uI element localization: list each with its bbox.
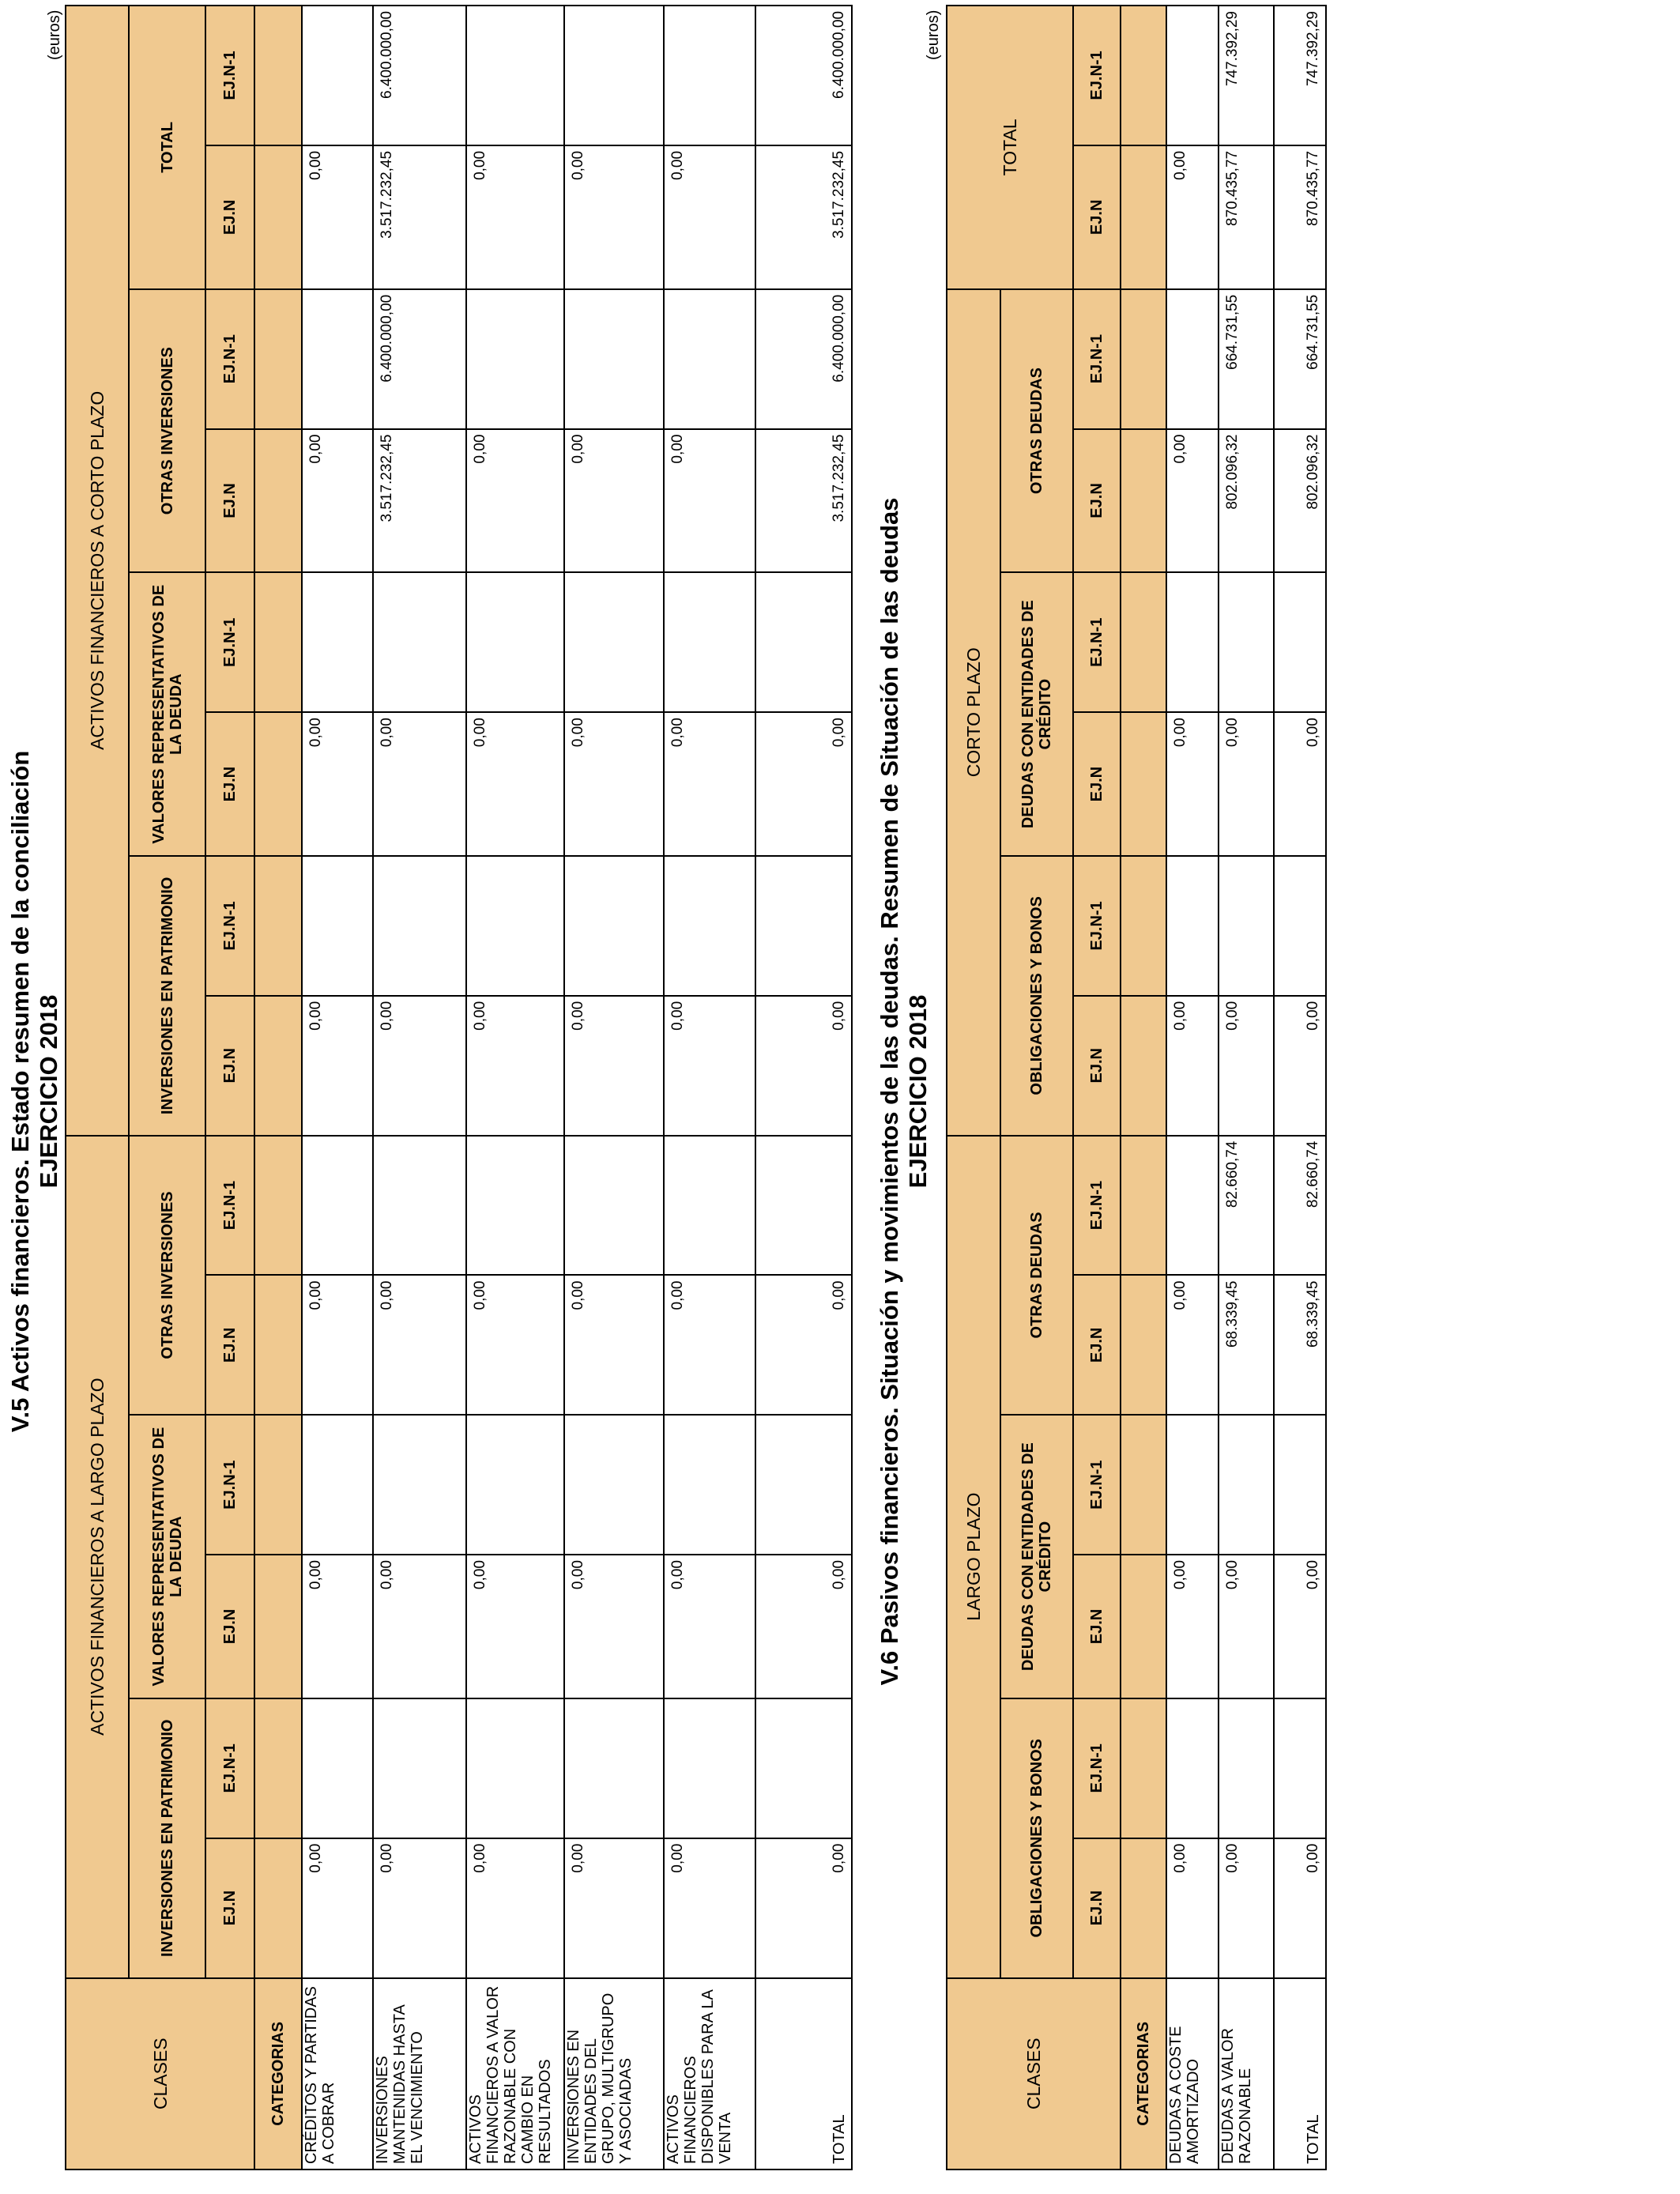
v5-value-cell: 0,00: [564, 996, 664, 1136]
v5-table-row: [466, 6, 564, 2169]
v5-table-row: [564, 6, 664, 2169]
v6-value-cell: [1166, 572, 1219, 712]
v6-value-cell: [1166, 1415, 1219, 1555]
v6-value-cell: 0,00: [1219, 1555, 1274, 1698]
v5-value-cell: [664, 1415, 755, 1555]
v5-value-cell: [564, 572, 664, 712]
v5-value-cell: [564, 856, 664, 996]
v6-title-text: V.6 Pasivos financieros. Situación y movimientos de las deudas. Resumen de Situación de las deudas: [876, 497, 903, 1686]
v6-group-corto-plazo: CORTO PLAZO: [947, 289, 1000, 1136]
v5-table-row: [664, 6, 755, 2169]
v6-value-cell: 0,00: [1166, 996, 1219, 1136]
v6-header-fill: [1121, 572, 1166, 712]
v5-value-cell: 6.400.000,00: [755, 289, 852, 429]
v6-value-cell: 0,00: [1166, 1555, 1219, 1698]
v5-value-cell: 0,00: [564, 1838, 664, 1978]
v6-ejn: EJ.N: [1073, 1276, 1121, 1416]
v5-value-cell: [466, 572, 564, 712]
v6-value-cell: 870.435,77: [1219, 145, 1274, 289]
v6-value-cell: 82.660,74: [1274, 1136, 1326, 1276]
v5-value-cell: 0,00: [466, 712, 564, 856]
v5-value-cell: [664, 572, 755, 712]
v5-ejn: EJ.N: [205, 1276, 254, 1416]
v5-value-cell: [564, 1698, 664, 1838]
v6-header-fill: [1121, 712, 1166, 856]
v5-ejn: EJ.N: [205, 1555, 254, 1698]
v5-ejn1: EJ.N-1: [205, 1136, 254, 1276]
v5-value-cell: [373, 1698, 466, 1838]
v5-header-fill: [254, 856, 302, 996]
v5-value-cell: 0,00: [466, 1555, 564, 1698]
v5-value-cell: [302, 1698, 373, 1838]
v5-category-cell: INVERSIONES EN ENTIDADES DEL GRUPO, MULTIGRUPO Y ASOCIADAS: [564, 1978, 664, 2169]
v6-table-row: [1166, 6, 1219, 2169]
v6-table: [946, 5, 1327, 2170]
v5-table-row: [755, 6, 852, 2169]
v5-units: (euros): [46, 9, 63, 60]
v6-value-cell: 0,00: [1274, 996, 1326, 1136]
v6-header-fill: [1121, 1838, 1166, 1978]
v5-value-cell: 0,00: [564, 1555, 664, 1698]
v6-value-cell: [1166, 1136, 1219, 1276]
v5-table-row: [302, 6, 373, 2169]
v6-total-label: TOTAL: [1274, 1978, 1326, 2169]
v5-header-fill: [254, 429, 302, 573]
v6-value-cell: 870.435,77: [1274, 145, 1326, 289]
v6-ejn: EJ.N: [1073, 429, 1121, 573]
v5-value-cell: [373, 856, 466, 996]
v5-header-fill: [254, 712, 302, 856]
v5-value-cell: 0,00: [664, 1555, 755, 1698]
v5-value-cell: 0,00: [755, 1555, 852, 1698]
v5-value-cell: 0,00: [664, 712, 755, 856]
v6-header-fill: [1121, 289, 1166, 429]
v6-value-cell: 802.096,32: [1274, 429, 1326, 573]
v6-clases-header: CLASES: [947, 1978, 1121, 2169]
v5-value-cell: [373, 572, 466, 712]
v5-value-cell: 0,00: [373, 1276, 466, 1416]
v6-ejn1: EJ.N-1: [1073, 1415, 1121, 1555]
v6-value-cell: 0,00: [1166, 145, 1219, 289]
v6-value-cell: 0,00: [1166, 429, 1219, 573]
v5-value-cell: [664, 856, 755, 996]
v5-value-cell: 0,00: [302, 1555, 373, 1698]
v5-header-fill: [254, 1136, 302, 1276]
v6-header-fill: [1121, 856, 1166, 996]
v5-lp-patrimonio-header: INVERSIONES EN PATRIMONIO: [129, 1698, 205, 1978]
v6-title: [876, 13, 932, 2170]
v6-value-cell: 0,00: [1219, 996, 1274, 1136]
v6-value-cell: [1274, 572, 1326, 712]
v5-ejn1: EJ.N-1: [205, 856, 254, 996]
v5-clases-header: CLASES: [66, 1978, 254, 2169]
v5-value-cell: 0,00: [302, 712, 373, 856]
v6-header-fill: [1121, 996, 1166, 1136]
v5-value-cell: 0,00: [466, 1838, 564, 1978]
v5-group-corto-plazo: ACTIVOS FINANCIEROS A CORTO PLAZO: [66, 6, 129, 1136]
v5-value-cell: [373, 1136, 466, 1276]
v6-subheader-deudas-credito: DEUDAS CON ENTIDADES DE CRÉDITO: [1000, 1415, 1073, 1698]
v5-value-cell: [664, 1698, 755, 1838]
v6-total-header: TOTAL: [947, 6, 1073, 289]
v5-value-cell: 0,00: [755, 1276, 852, 1416]
v5-header-fill: [254, 1698, 302, 1838]
v5-value-cell: [302, 572, 373, 712]
v5-value-cell: [466, 856, 564, 996]
v5-value-cell: 0,00: [466, 429, 564, 573]
v5-value-cell: 0,00: [302, 145, 373, 289]
v5-value-cell: [373, 1415, 466, 1555]
v5-table-row: [373, 6, 466, 2169]
v6-units: (euros): [925, 9, 942, 60]
v6-ejn1: EJ.N-1: [1073, 572, 1121, 712]
v6-value-cell: [1166, 1698, 1219, 1838]
v6-value-cell: 664.731,55: [1219, 289, 1274, 429]
v6-value-cell: 0,00: [1274, 1555, 1326, 1698]
v5-value-cell: [466, 1415, 564, 1555]
v5-value-cell: [302, 289, 373, 429]
v5-value-cell: 0,00: [302, 429, 373, 573]
v5-value-cell: 0,00: [564, 1276, 664, 1416]
v6-header-fill: [1121, 1136, 1166, 1276]
v5-total-header: TOTAL: [129, 6, 205, 289]
v6-subheader-otras: OTRAS DEUDAS: [1000, 1136, 1073, 1416]
v5-value-cell: [664, 1136, 755, 1276]
v5-value-cell: 3.517.232,45: [755, 429, 852, 573]
v6-header-fill: [1121, 1698, 1166, 1838]
v6-value-cell: [1219, 572, 1274, 712]
v6-header-fill: [1121, 1276, 1166, 1416]
v5-value-cell: [755, 1415, 852, 1555]
v6-value-cell: 0,00: [1166, 1838, 1219, 1978]
v5-categorias-header: CATEGORIAS: [254, 1978, 302, 2169]
v5-value-cell: 0,00: [564, 429, 664, 573]
v5-ejn1: EJ.N-1: [205, 1415, 254, 1555]
v6-table-row: [1274, 6, 1326, 2169]
v6-category-cell: DEUDAS A COSTE AMORTIZADO: [1166, 1978, 1219, 2169]
v5-ejn: EJ.N: [205, 145, 254, 289]
v5-value-cell: [664, 289, 755, 429]
v5-ejn1: EJ.N-1: [205, 1698, 254, 1838]
v5-value-cell: [755, 572, 852, 712]
v5-value-cell: 3.517.232,45: [373, 429, 466, 573]
v6-value-cell: 0,00: [1166, 712, 1219, 856]
v6-value-cell: [1166, 856, 1219, 996]
v6-ejn: EJ.N: [1073, 1838, 1121, 1978]
v6-ejn1: EJ.N-1: [1073, 6, 1121, 145]
v5-value-cell: 0,00: [373, 996, 466, 1136]
v5-value-cell: 0,00: [664, 1838, 755, 1978]
v5-value-cell: 6.400.000,00: [373, 6, 466, 145]
v5-header-fill: [254, 145, 302, 289]
v6-value-cell: [1274, 1698, 1326, 1838]
v6-ejn1: EJ.N-1: [1073, 1698, 1121, 1838]
v5-value-cell: [466, 289, 564, 429]
v5-value-cell: 0,00: [564, 145, 664, 289]
v6-header-fill: [1121, 6, 1166, 145]
v5-value-cell: [564, 6, 664, 145]
v5-value-cell: 0,00: [466, 996, 564, 1136]
v5-ejn1: EJ.N-1: [205, 289, 254, 429]
v5-group-largo-plazo: ACTIVOS FINANCIEROS A LARGO PLAZO: [66, 1136, 129, 1978]
v6-value-cell: 68.339,45: [1219, 1276, 1274, 1416]
v6-categorias-header: CATEGORIAS: [1121, 1978, 1166, 2169]
v5-header-fill: [254, 1415, 302, 1555]
v6-value-cell: [1274, 1415, 1326, 1555]
v5-header-fill: [254, 572, 302, 712]
v5-value-cell: [564, 289, 664, 429]
v6-table-row: [1219, 6, 1274, 2169]
v6-ejn1: EJ.N-1: [1073, 856, 1121, 996]
v5-value-cell: 0,00: [302, 1838, 373, 1978]
v5-value-cell: [755, 856, 852, 996]
v6-ejn: EJ.N: [1073, 712, 1121, 856]
v5-ejn: EJ.N: [205, 996, 254, 1136]
v6-value-cell: [1219, 856, 1274, 996]
v5-value-cell: [755, 1136, 852, 1276]
v5-lp-valores-header: VALORES REPRESENTATIVOS DE LA DEUDA: [129, 1415, 205, 1698]
v5-value-cell: [466, 6, 564, 145]
v5-ejn: EJ.N: [205, 429, 254, 573]
v6-subheader-obligaciones: OBLIGACIONES Y BONOS: [1000, 856, 1073, 1136]
v5-header-fill: [254, 289, 302, 429]
v5-ejn1: EJ.N-1: [205, 572, 254, 712]
v5-value-cell: 0,00: [755, 1838, 852, 1978]
v5-title-text: V.5 Activos financieros. Estado resumen de la conciliación: [6, 750, 34, 1433]
v6-category-cell: DEUDAS A VALOR RAZONABLE: [1219, 1978, 1274, 2169]
v5-value-cell: 0,00: [664, 145, 755, 289]
v5-ejn1: EJ.N-1: [205, 6, 254, 145]
v5-value-cell: 0,00: [302, 1276, 373, 1416]
v6-value-cell: 0,00: [1166, 1276, 1219, 1416]
v5-value-cell: [466, 1136, 564, 1276]
v5-value-cell: [564, 1415, 664, 1555]
v5-subtitle: EJERCICIO 2018: [35, 994, 62, 1189]
v5-category-cell: ACTIVOS FINANCIEROS A VALOR RAZONABLE CON CAMBIO EN RESULTADOS: [466, 1978, 564, 2169]
v5-header-fill: [254, 996, 302, 1136]
v5-header-fill: [254, 1838, 302, 1978]
v5-header-fill: [254, 1276, 302, 1416]
v6-value-cell: 0,00: [1274, 712, 1326, 856]
v5-value-cell: 0,00: [373, 1555, 466, 1698]
v6-value-cell: [1166, 6, 1219, 145]
v5-table: [65, 5, 853, 2170]
v5-value-cell: 3.517.232,45: [755, 145, 852, 289]
v6-value-cell: [1166, 289, 1219, 429]
v6-ejn1: EJ.N-1: [1073, 1136, 1121, 1276]
v5-total-label: TOTAL: [755, 1978, 852, 2169]
v5-value-cell: 0,00: [466, 1276, 564, 1416]
v5-category-cell: INVERSIONES MANTENIDAS HASTA EL VENCIMIENTO: [373, 1978, 466, 2169]
v5-cp-valores-header: VALORES REPRESENTATIVOS DE LA DEUDA: [129, 572, 205, 856]
v5-value-cell: [466, 1698, 564, 1838]
v5-value-cell: 0,00: [564, 712, 664, 856]
v6-value-cell: 82.660,74: [1219, 1136, 1274, 1276]
v5-value-cell: 0,00: [755, 712, 852, 856]
v6-group-largo-plazo: LARGO PLAZO: [947, 1136, 1000, 1978]
v6-value-cell: 802.096,32: [1219, 429, 1274, 573]
v5-value-cell: 0,00: [302, 996, 373, 1136]
v5-header-fill: [254, 1555, 302, 1698]
v6-ejn: EJ.N: [1073, 145, 1121, 289]
v6-value-cell: [1219, 1415, 1274, 1555]
v5-value-cell: 0,00: [664, 1276, 755, 1416]
v5-value-cell: 0,00: [466, 145, 564, 289]
v5-value-cell: 6.400.000,00: [373, 289, 466, 429]
v6-value-cell: [1274, 856, 1326, 996]
v6-value-cell: 0,00: [1274, 1838, 1326, 1978]
v6-ejn1: EJ.N-1: [1073, 289, 1121, 429]
v5-value-cell: 0,00: [755, 996, 852, 1136]
v5-value-cell: [564, 1136, 664, 1276]
v5-value-cell: [755, 1698, 852, 1838]
v5-cp-patrimonio-header: INVERSIONES EN PATRIMONIO: [129, 856, 205, 1136]
v6-value-cell: [1219, 1698, 1274, 1838]
v6-value-cell: 68.339,45: [1274, 1276, 1326, 1416]
v6-header-fill: [1121, 1555, 1166, 1698]
v6-value-cell: 747.392,29: [1274, 6, 1326, 145]
v6-header-fill: [1121, 429, 1166, 573]
v5-cp-otras-header: OTRAS INVERSIONES: [129, 289, 205, 573]
v5-value-cell: 0,00: [664, 996, 755, 1136]
v6-header-fill: [1121, 145, 1166, 289]
v6-header-fill: [1121, 1415, 1166, 1555]
v6-value-cell: 0,00: [1219, 712, 1274, 856]
v5-value-cell: 0,00: [373, 1838, 466, 1978]
v5-lp-otras-header: OTRAS INVERSIONES: [129, 1136, 205, 1416]
v5-value-cell: [302, 6, 373, 145]
v5-ejn: EJ.N: [205, 712, 254, 856]
v5-category-cell: ACTIVOS FINANCIEROS DISPONIBLES PARA LA VENTA: [664, 1978, 755, 2169]
v5-header-fill: [254, 6, 302, 145]
v5-value-cell: [664, 6, 755, 145]
v5-category-cell: CRÉDITOS Y PARTIDAS A COBRAR: [302, 1978, 373, 2169]
v6-subheader-otras: OTRAS DEUDAS: [1000, 289, 1073, 573]
v6-subheader-deudas-credito: DEUDAS CON ENTIDADES DE CRÉDITO: [1000, 572, 1073, 856]
v6-ejn: EJ.N: [1073, 996, 1121, 1136]
v6-ejn: EJ.N: [1073, 1555, 1121, 1698]
v5-value-cell: [302, 1415, 373, 1555]
v5-value-cell: 3.517.232,45: [373, 145, 466, 289]
v5-value-cell: 6.400.000,00: [755, 6, 852, 145]
v5-title: [6, 13, 63, 2170]
v5-value-cell: [302, 1136, 373, 1276]
v5-value-cell: [302, 856, 373, 996]
v5-value-cell: 0,00: [373, 712, 466, 856]
v6-value-cell: 747.392,29: [1219, 6, 1274, 145]
v5-ejn: EJ.N: [205, 1838, 254, 1978]
v6-subheader-obligaciones: OBLIGACIONES Y BONOS: [1000, 1698, 1073, 1978]
v6-value-cell: 0,00: [1219, 1838, 1274, 1978]
v5-value-cell: 0,00: [664, 429, 755, 573]
v6-value-cell: 664.731,55: [1274, 289, 1326, 429]
v6-subtitle: EJERCICIO 2018: [904, 994, 932, 1189]
